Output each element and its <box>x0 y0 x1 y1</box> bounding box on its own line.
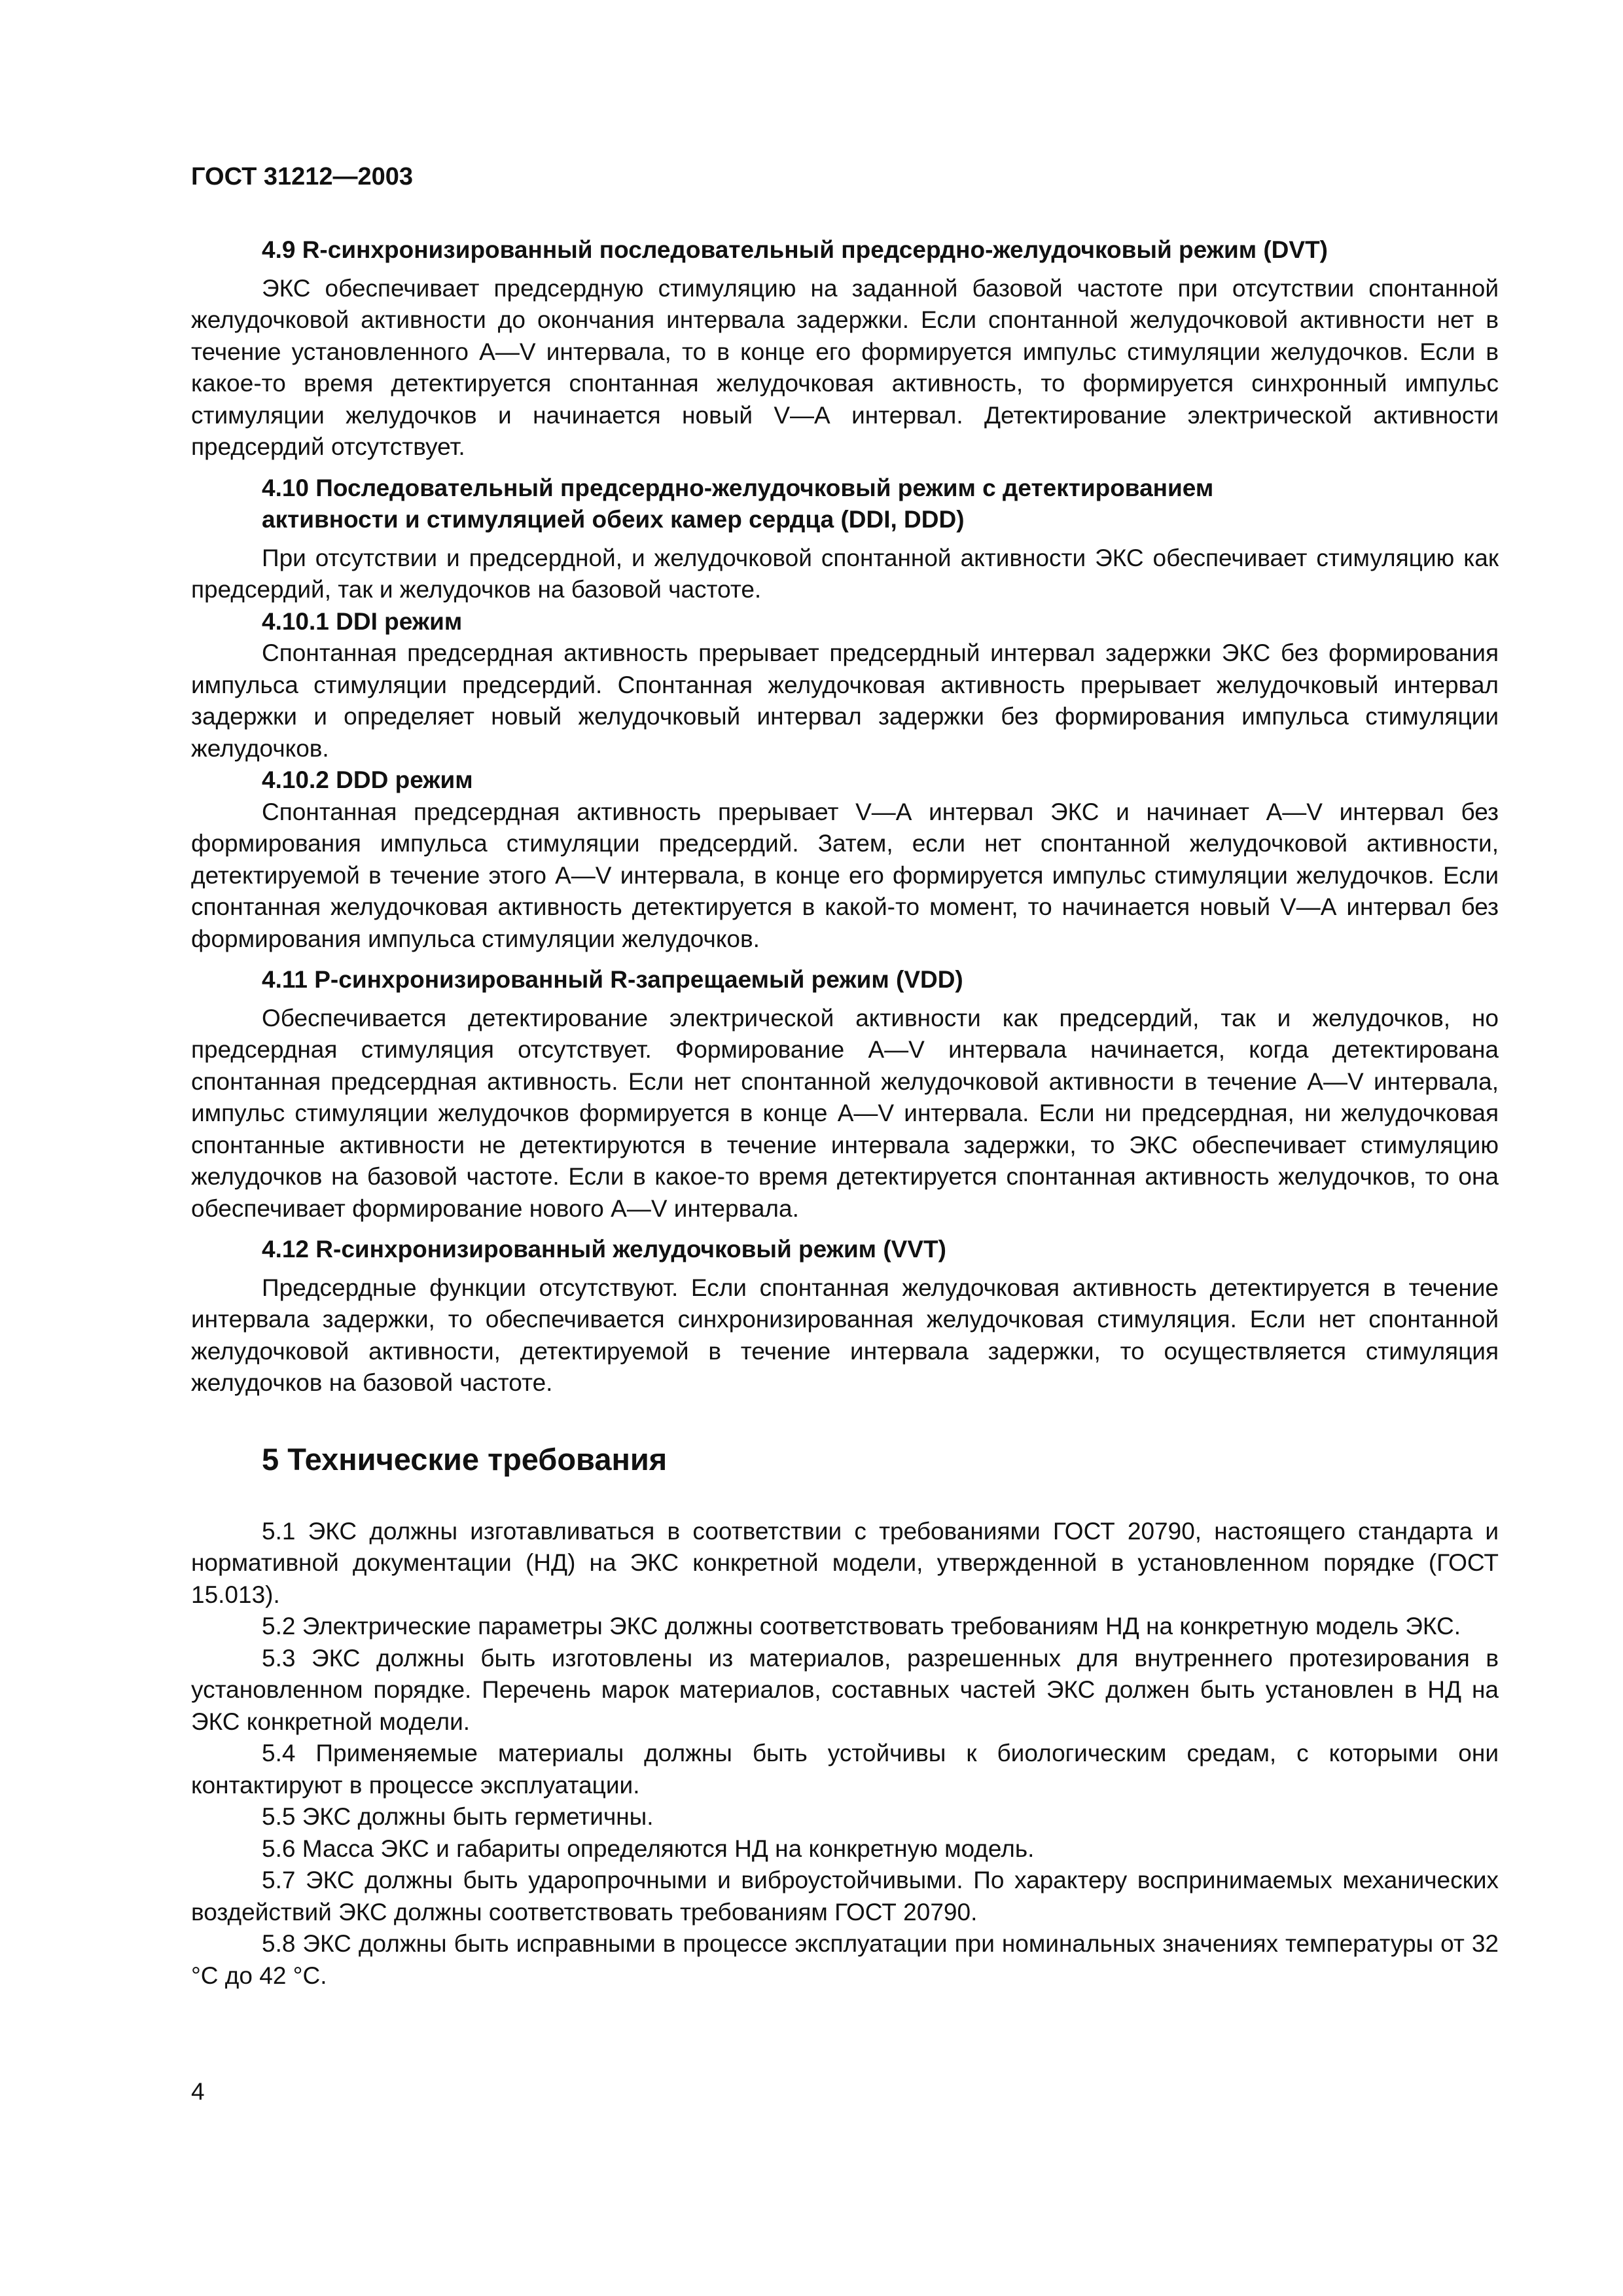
section-4-11-title: 4.11 Р-синхронизированный R-запрещаемый режим (VDD) <box>262 966 963 993</box>
section-4-9-title: 4.9 R-синхронизированный последовательный предсердно-желудочковый режим (DVT) <box>262 236 1328 263</box>
requirement-5-7: 5.7 ЭКС должны быть ударопрочными и виброустойчивыми. По характеру воспринимаемых механических воздействий ЭКС должны соответствовать требованиям ГОСТ 20790. <box>191 1867 1499 1926</box>
section-4-12-text: Предсердные функции отсутствуют. Если спонтанная желудочковая активность детектируется в течение интервала задержки, то обеспечивается синхронизированная желудочковая стимуляция. Если нет спонтанной желудочковой активности, детектируемой в течение интервала задержки, то осуществляется стимуляция желудочков на базовой частоте. <box>191 1274 1499 1396</box>
requirement-5-5: 5.5 ЭКС должны быть герметичны. <box>262 1803 654 1830</box>
section-4-10-2-text: Спонтанная предсердная активность прерывает V—А интервал ЭКС и начинает А—V интервал без формирования импульса стимуляции предсердий. Затем, если нет спонтанной желудочковой активности, детектируемой в течение этого А—V интервала, в конце его формируется импульс стимуляции желудочков. Если спонтанная желудочковая активность детектируется в какой-то момент, то начинается новый V—А интервал без формирования импульса стимуляции желудочков. <box>191 798 1499 952</box>
section-4-10-1-title: 4.10.1 DDI режим <box>262 607 463 635</box>
page-content <box>191 234 1499 1992</box>
requirement-5-8: 5.8 ЭКС должны быть исправными в процессе эксплуатации при номинальных значениях температуры от 32 °С до 42 °С. <box>191 1930 1499 1989</box>
page-number: 4 <box>191 2078 205 2105</box>
section-4-10-2-title: 4.10.2 DDD режим <box>262 766 473 793</box>
requirement-5-2: 5.2 Электрические параметры ЭКС должны соответствовать требованиям НД на конкретную модель ЭКС. <box>262 1613 1461 1640</box>
section-4-10-title-line1: 4.10 Последовательный предсердно-желудочковый режим с детектированием <box>262 474 1214 501</box>
requirement-5-4: 5.4 Применяемые материалы должны быть устойчивы к биологическим средам, с которыми они контактируют в процессе эксплуатации. <box>191 1740 1499 1799</box>
section-4-10-text: При отсутствии и предсердной, и желудочковой спонтанной активности ЭКС обеспечивает стимуляцию как предсердий, так и желудочков на базовой частоте. <box>191 544 1499 603</box>
document-code: ГОСТ 31212—2003 <box>191 163 414 190</box>
section-4-10-title-line2: активности и стимуляцией обеих камер сердца (DDI, DDD) <box>262 506 965 533</box>
requirement-5-3: 5.3 ЭКС должны быть изготовлены из материалов, разрешенных для внутреннего протезирования в установленном порядке. Перечень марок материалов, составных частей ЭКС должен быть установлен в НД на ЭКС конкретной модели. <box>191 1644 1499 1735</box>
section-4-10-1-text: Спонтанная предсердная активность прерывает предсердный интервал задержки ЭКС без формирования импульса стимуляции предсердий. Спонтанная желудочковая активность прерывает желудочковый интервал задержки и определяет новый желудочковый интервал задержки без формирования импульса стимуляции желудочков. <box>191 639 1499 762</box>
section-4-9-text: ЭКС обеспечивает предсердную стимуляцию на заданной базовой частоте при отсутствии спонтанной желудочковой активности до окончания интервала задержки. Если спонтанной желудочковой активности нет в течение установленного А—V интервала, то в конце его формируется импульс стимуляции желудочков. Если в какое-то время детектируется спонтанная желудочковая активность, то формируется синхронный импульс стимуляции желудочков и начинается новый V—А интервал. Детектирование электрической активности предсердий отсутствует. <box>191 274 1499 460</box>
requirement-5-6: 5.6 Масса ЭКС и габариты определяются НД на конкретную модель. <box>262 1835 1035 1862</box>
section-4-12-title: 4.12 R-синхронизированный желудочковый режим (VVT) <box>262 1236 946 1263</box>
requirement-5-1: 5.1 ЭКС должны изготавливаться в соответствии с требованиями ГОСТ 20790, настоящего стандарта и нормативной документации (НД) на ЭКС конкретной модели, утвержденной в установленном порядке (ГОСТ 15.013). <box>191 1517 1499 1608</box>
section-5-heading: 5 Технические требования <box>262 1441 668 1477</box>
section-4-11-text: Обеспечивается детектирование электрической активности как предсердий, так и желудочков, но предсердная стимуляция отсутствует. Формирование А—V интервала начинается, когда детектирована спонтанная предсердная активность. Если нет спонтанной желудочковой активности в течение А—V интервала, импульс стимуляции желудочков формируется в конце А—V интервала. Если ни предсердная, ни желудочковая спонтанные активности не детектируются в течение интервала задержки, то ЭКС обеспечивает стимуляцию желудочков на базовой частоте. Если в какое-то время детектируется спонтанная активность желудочков, то она обеспечивает формирование нового А—V интервала. <box>191 1004 1499 1222</box>
